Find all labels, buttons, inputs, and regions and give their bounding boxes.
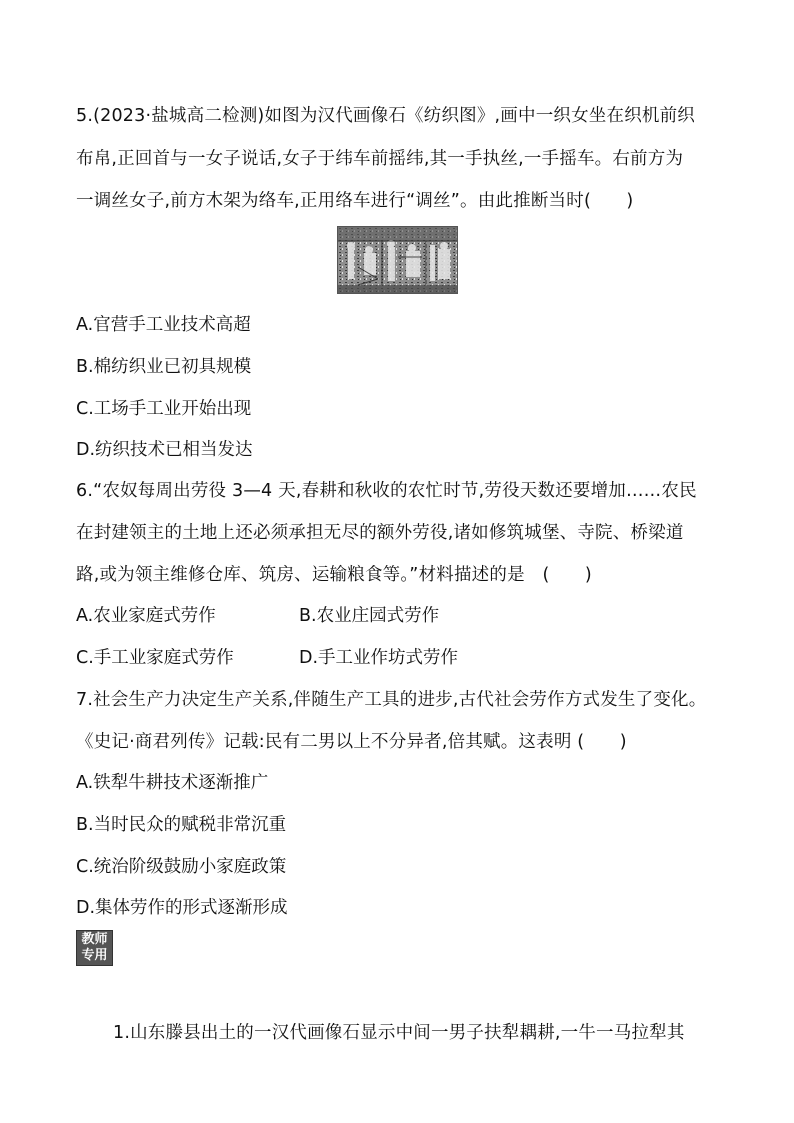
q5-option-d: D.纺织技术已相当发达 — [76, 440, 253, 460]
q5-line-1: 5.(2023·盐城高二检测)如图为汉代画像石《纺织图》,画中一织女坐在织机前织 — [76, 106, 696, 126]
han-stone-relief-weaving-image — [337, 226, 458, 294]
q6-line-3: 路,或为领主维修仓库、筑房、运输粮食等。”材料描述的是 ( ) — [76, 565, 592, 585]
teacher-question-line-1: 1.山东滕县出土的一汉代画像石显示中间一男子扶犁耦耕,一牛一马拉犁其 — [113, 1023, 685, 1043]
q5-line-3: 一调丝女子,前方木架为络车,正用络车进行“调丝”。由此推断当时( ) — [76, 191, 634, 211]
q7-line-1: 7.社会生产力决定生产关系,伴随生产工具的进步,古代社会劳作方式发生了变化。 — [76, 690, 707, 710]
teacher-only-badge — [76, 930, 113, 966]
q7-option-a: A.铁犁牛耕技术逐渐推广 — [76, 773, 269, 793]
q6-line-1: 6.“农奴每周出劳役 3—4 天,春耕和秋收的农忙时节,劳役天数还要增加……农民 — [76, 481, 697, 501]
q7-line-2: 《史记·商君列传》记载:民有二男以上不分异者,倍其赋。这表明 ( ) — [76, 732, 627, 752]
q6-line-2: 在封建领主的土地上还必须承担无尽的额外劳役,诸如修筑城堡、寺院、桥梁道 — [76, 523, 684, 543]
badge-line-1: 教师 — [81, 932, 108, 947]
q6-option-b: B.农业庄园式劳作 — [299, 606, 440, 626]
q7-option-b: B.当时民众的赋税非常沉重 — [76, 815, 287, 835]
q7-option-c: C.统治阶级鼓励小家庭政策 — [76, 857, 287, 877]
q5-option-a: A.官营手工业技术高超 — [76, 315, 251, 335]
badge-line-2: 专用 — [81, 948, 108, 963]
q5-option-c: C.工场手工业开始出现 — [76, 399, 252, 419]
q6-option-d: D.手工业作坊式劳作 — [299, 648, 459, 668]
q6-option-a: A.农业家庭式劳作 — [76, 606, 216, 626]
q5-option-b: B.棉纺织业已初具规模 — [76, 357, 252, 377]
q7-option-d: D.集体劳作的形式逐渐形成 — [76, 898, 288, 918]
q6-option-c: C.手工业家庭式劳作 — [76, 648, 234, 668]
q5-line-2: 布帛,正回首与一女子说话,女子于纬车前摇纬,其一手执丝,一手摇车。右前方为 — [76, 149, 684, 169]
